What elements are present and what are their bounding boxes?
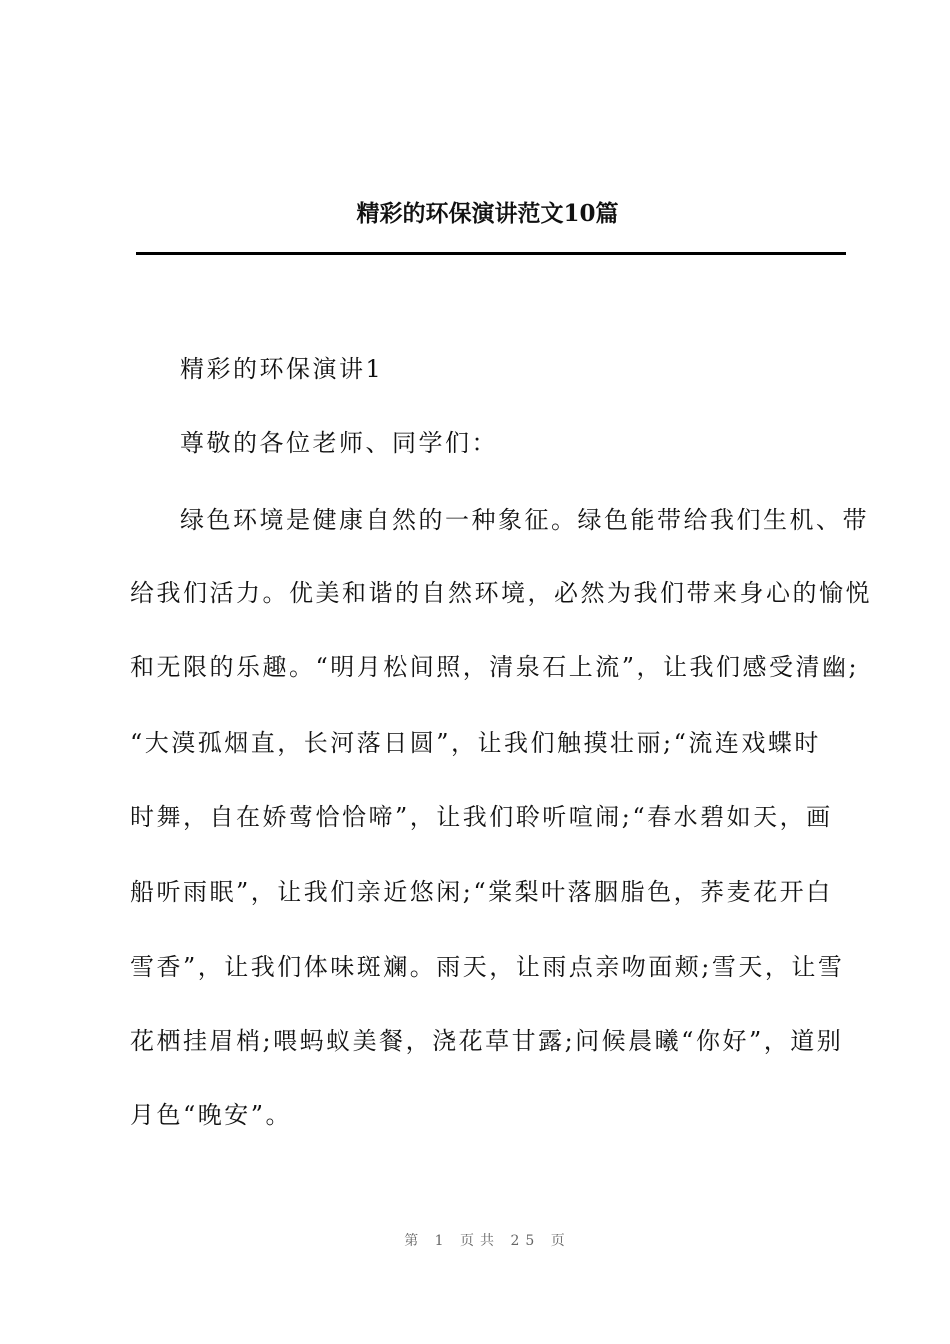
greeting-line: 尊敬的各位老师、同学们： (180, 429, 498, 457)
page-number-footer: 第 1 页共 25 页 (404, 1233, 571, 1249)
title-underline (136, 252, 846, 255)
document-title: 精彩的环保演讲范文10篇 (356, 200, 619, 227)
paragraph-line: 雪香”，让我们体味斑斓。雨天，让雨点亲吻面颊;雪天，让雪 (130, 953, 845, 981)
paragraph-line: 花栖挂眉梢;喂蚂蚁美餐，浇花草甘露;问候晨曦“你好”，道别 (130, 1027, 844, 1055)
paragraph-line: “大漠孤烟直，长河落日圆”，让我们触摸壮丽;“流连戏蝶时 (130, 729, 821, 757)
paragraph-line: 时舞，自在娇莺恰恰啼”，让我们聆听喧闹;“春水碧如天，画 (130, 803, 833, 831)
section-heading: 精彩的环保演讲1 (180, 355, 384, 383)
paragraph-line: 船听雨眠”，让我们亲近悠闲;“棠梨叶落胭脂色，荞麦花开白 (130, 878, 833, 906)
paragraph-line: 和无限的乐趣。“明月松间照，清泉石上流”，让我们感受清幽; (130, 653, 860, 681)
paragraph-line: 给我们活力。优美和谐的自然环境，必然为我们带来身心的愉悦 (130, 579, 872, 607)
paragraph-line: 月色“晚安”。 (130, 1101, 293, 1129)
paragraph-line: 绿色环境是健康自然的一种象征。绿色能带给我们生机、带 (180, 506, 869, 534)
